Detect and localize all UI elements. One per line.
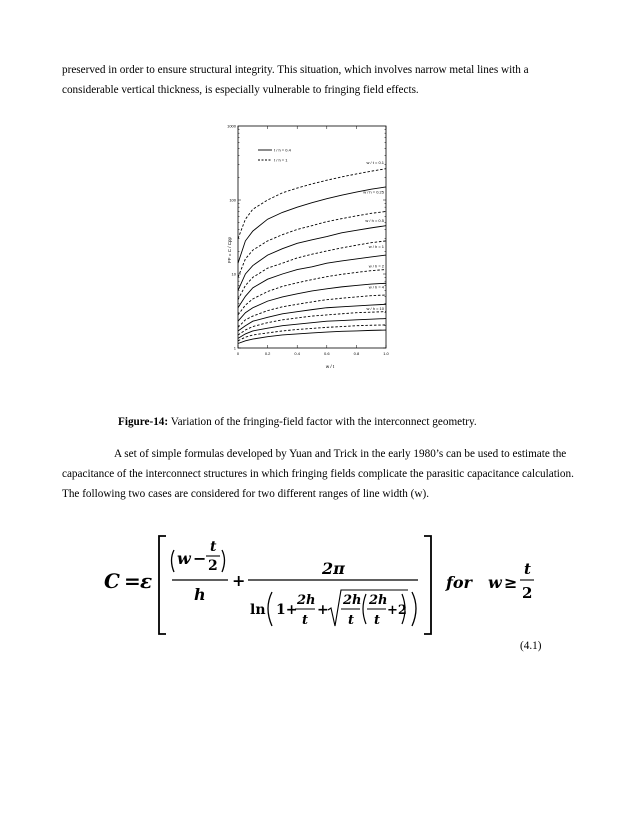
fringing-field-chart [222, 118, 412, 380]
curve-label: w / h = 0.5 [365, 217, 384, 223]
x-tick-label: 0.2 [264, 351, 271, 356]
x-tick-label: 0.8 [353, 351, 360, 356]
y-tick-label: 1000 [227, 123, 236, 129]
ln-function: ln [250, 602, 266, 618]
right-big-bracket [424, 536, 431, 634]
capacitance-equation [96, 530, 556, 640]
y-axis-label: FF = C / Cpp [227, 237, 232, 263]
plus-sign: + [232, 571, 246, 590]
plus-sign-2: + [317, 602, 329, 618]
digit-two: 2 [208, 558, 218, 574]
left-big-bracket [159, 536, 166, 634]
curve-label: w / h = 10 [366, 306, 384, 312]
series-line-11 [238, 312, 386, 335]
ln-right-paren [412, 592, 416, 626]
condition-two: 2 [522, 584, 533, 602]
series-line-10 [238, 304, 386, 331]
intro-paragraph: preserved in order to ensure structural integrity. This situation, which involves narrow metal lines with a considerable vertical thickness, is especially vulnerable to fringing field effects. [62, 64, 529, 96]
condition-w: w [488, 573, 502, 592]
two-h-root: 2h [343, 593, 362, 608]
y-tick-label: 10 [231, 271, 236, 277]
curve-label: w / h = 2 [368, 263, 384, 269]
minus-sign: − [193, 549, 207, 568]
right-paren-w [222, 550, 225, 572]
var-t-inner: t [374, 613, 381, 628]
figure-caption [118, 416, 477, 428]
x-tick-label: 1.0 [383, 351, 389, 356]
y-tick-label: 1 [233, 345, 236, 351]
curve-label: w / h = 0.25 [363, 189, 384, 195]
equation-epsilon: ε [140, 569, 153, 593]
two-pi: 2π [322, 559, 345, 578]
y-tick-label: 100 [229, 197, 236, 203]
var-t: t [210, 539, 217, 555]
x-tick-label: 0.6 [324, 351, 330, 356]
series-line-14 [238, 330, 386, 343]
curve-label: w / t = 0.1 [366, 160, 384, 166]
chart-legend [258, 148, 292, 163]
plot-frame [238, 126, 386, 348]
series-line-7 [238, 270, 386, 315]
equation-number: (4.1) [520, 640, 542, 652]
body-paragraph [62, 444, 582, 504]
left-paren-w [172, 550, 175, 572]
legend-dashed-label: t / h = 1 [274, 157, 288, 163]
series-line-3 [238, 211, 386, 277]
plus-two: +2 [387, 603, 407, 618]
x-axis-label: w / t [325, 364, 335, 369]
var-t-denom: t [302, 613, 309, 628]
curve-label: w / h = 1 [368, 244, 384, 250]
condition-for: for [446, 573, 472, 592]
legend-solid-label: t / h = 0.4 [274, 147, 291, 153]
condition-geq: ≥ [504, 573, 518, 592]
series-line-1 [238, 169, 386, 239]
var-t-root: t [348, 613, 355, 628]
two-h: 2h [297, 593, 316, 608]
chart-svg [222, 118, 412, 380]
figure-caption-text: Variation of the fringing-field factor with the interconnect geometry. [168, 416, 477, 428]
var-w: w [177, 549, 191, 568]
equation-equals: = [124, 569, 141, 593]
inner-left-paren [363, 594, 366, 624]
var-h: h [194, 585, 206, 604]
series-line-6 [238, 255, 386, 308]
x-tick-label: 0 [236, 351, 240, 356]
equation-lhs: C [104, 569, 120, 593]
x-tick-label: 0.4 [294, 351, 300, 356]
condition-t: t [524, 560, 531, 578]
series-line-2 [238, 187, 386, 263]
curve-label: w / h = 4 [368, 284, 384, 290]
ln-left-paren [268, 592, 272, 626]
figure-caption-label: Figure-14: [118, 416, 169, 428]
two-h-inner: 2h [369, 593, 388, 608]
body-paragraph-text: A set of simple formulas developed by Yuan and Trick in the early 1980’s can be used to estimate the capacitance of the interconnect structures in which fringing fields complicate the parasitic capacitance calculation. The following two cases are considered for two different ranges of line width (w). [62, 448, 574, 500]
digit-one: 1+ [276, 602, 298, 618]
